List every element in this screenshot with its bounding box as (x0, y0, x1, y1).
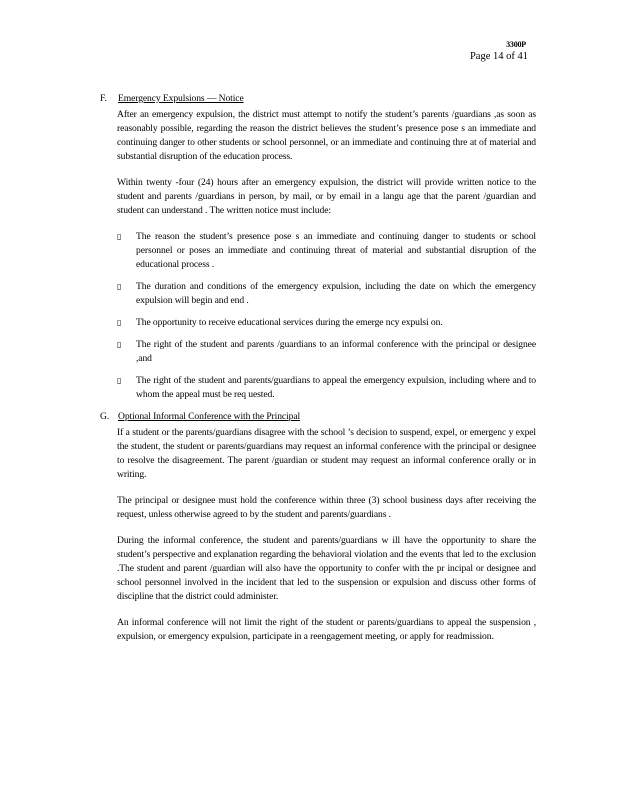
bullet-icon: ▯ (117, 318, 122, 327)
list-item-text: The opportunity to receive educational services during the emerge ncy expulsi on. (136, 317, 443, 328)
paragraph: An informal conference will not limit the right of the student or parents/guardians to appeal the suspension , expulsion, or emergency expulsion, participate in a reengagement meeting, or apply for readmission. (117, 617, 536, 642)
bullet-icon: ▯ (117, 376, 122, 385)
paragraph: The principal or designee must hold the conference within three (3) school business days after receiving the request, unless otherwise agreed to by the student and parents/guardians . (117, 495, 536, 520)
page-number: Page 14 of 41 (469, 51, 528, 62)
list-item-text: The right of the student and parents /guardians to an informal conference with the principal or designee ,and (136, 339, 536, 364)
paragraph: During the informal conference, the student and parents/guardians w ill have the opportunity to share the student’s perspective and explanation regarding the behavioral violation and the events that led to the exclusion .The student and parent /guardian will also have the opportunity to confer with the pr incipal or designee and school personnel involved in the incident that led to the suspension or expulsion and discuss other forms of discipline that the district could administer. (117, 535, 536, 602)
list-item (117, 338, 536, 366)
policy-code: 3300P (506, 40, 526, 49)
section-g-title: Optional Informal Conference with the Principal (118, 411, 301, 422)
section-f-letter: F. (100, 93, 107, 104)
section-g-letter: G. (100, 411, 110, 422)
list-item (117, 280, 536, 308)
section-g-heading (100, 410, 536, 424)
list-item-text: The reason the student’s presence pose s an immediate and continuing danger to students or school personnel or poses an immediate and continuing threat of material and substantial disruption of the educational process . (136, 231, 536, 270)
notice-requirements-list (117, 230, 536, 402)
section-f-heading (100, 92, 536, 106)
list-item (117, 230, 536, 272)
document-body (100, 92, 536, 656)
list-item (117, 316, 536, 330)
list-item-text: The right of the student and parents/guardians to appeal the emergency expulsion, including where and to whom the appeal must be req uested. (136, 375, 536, 400)
section-f-title: Emergency Expulsions — Notice (118, 93, 244, 104)
section-g-body (117, 426, 536, 644)
bullet-icon: ▯ (117, 282, 122, 291)
bullet-icon: ▯ (117, 232, 122, 241)
bullet-icon: ▯ (117, 340, 122, 349)
paragraph: If a student or the parents/guardians disagree with the school ’s decision to suspend, expel, or emergenc y expel the student, the student or parents/guardians may request an informal conference with the principal or designee to resolve the disagreement. The parent /guardian or student may request an informal conference orally or in writing. (117, 427, 536, 480)
paragraph: Within twenty -four (24) hours after an emergency expulsion, the district will provide written notice to the student and parents /guardians in person, by mail, or by email in a langu age that the parent /guardian and student can understand . The written notice must include: (117, 177, 536, 216)
list-item-text: The duration and conditions of the emergency expulsion, including the date on which the emergency expulsion will begin and end . (136, 281, 536, 306)
list-item (117, 374, 536, 402)
paragraph: After an emergency expulsion, the district must attempt to notify the student’s parents /guardians ,as soon as reasonably possible, regarding the reason the district believes the student’s presence pose s an immediate and continuing danger to other students or school personnel, or an immediate and continuing thre at of material and substantial disruption of the education process. (117, 109, 536, 162)
section-f-body (117, 108, 536, 402)
